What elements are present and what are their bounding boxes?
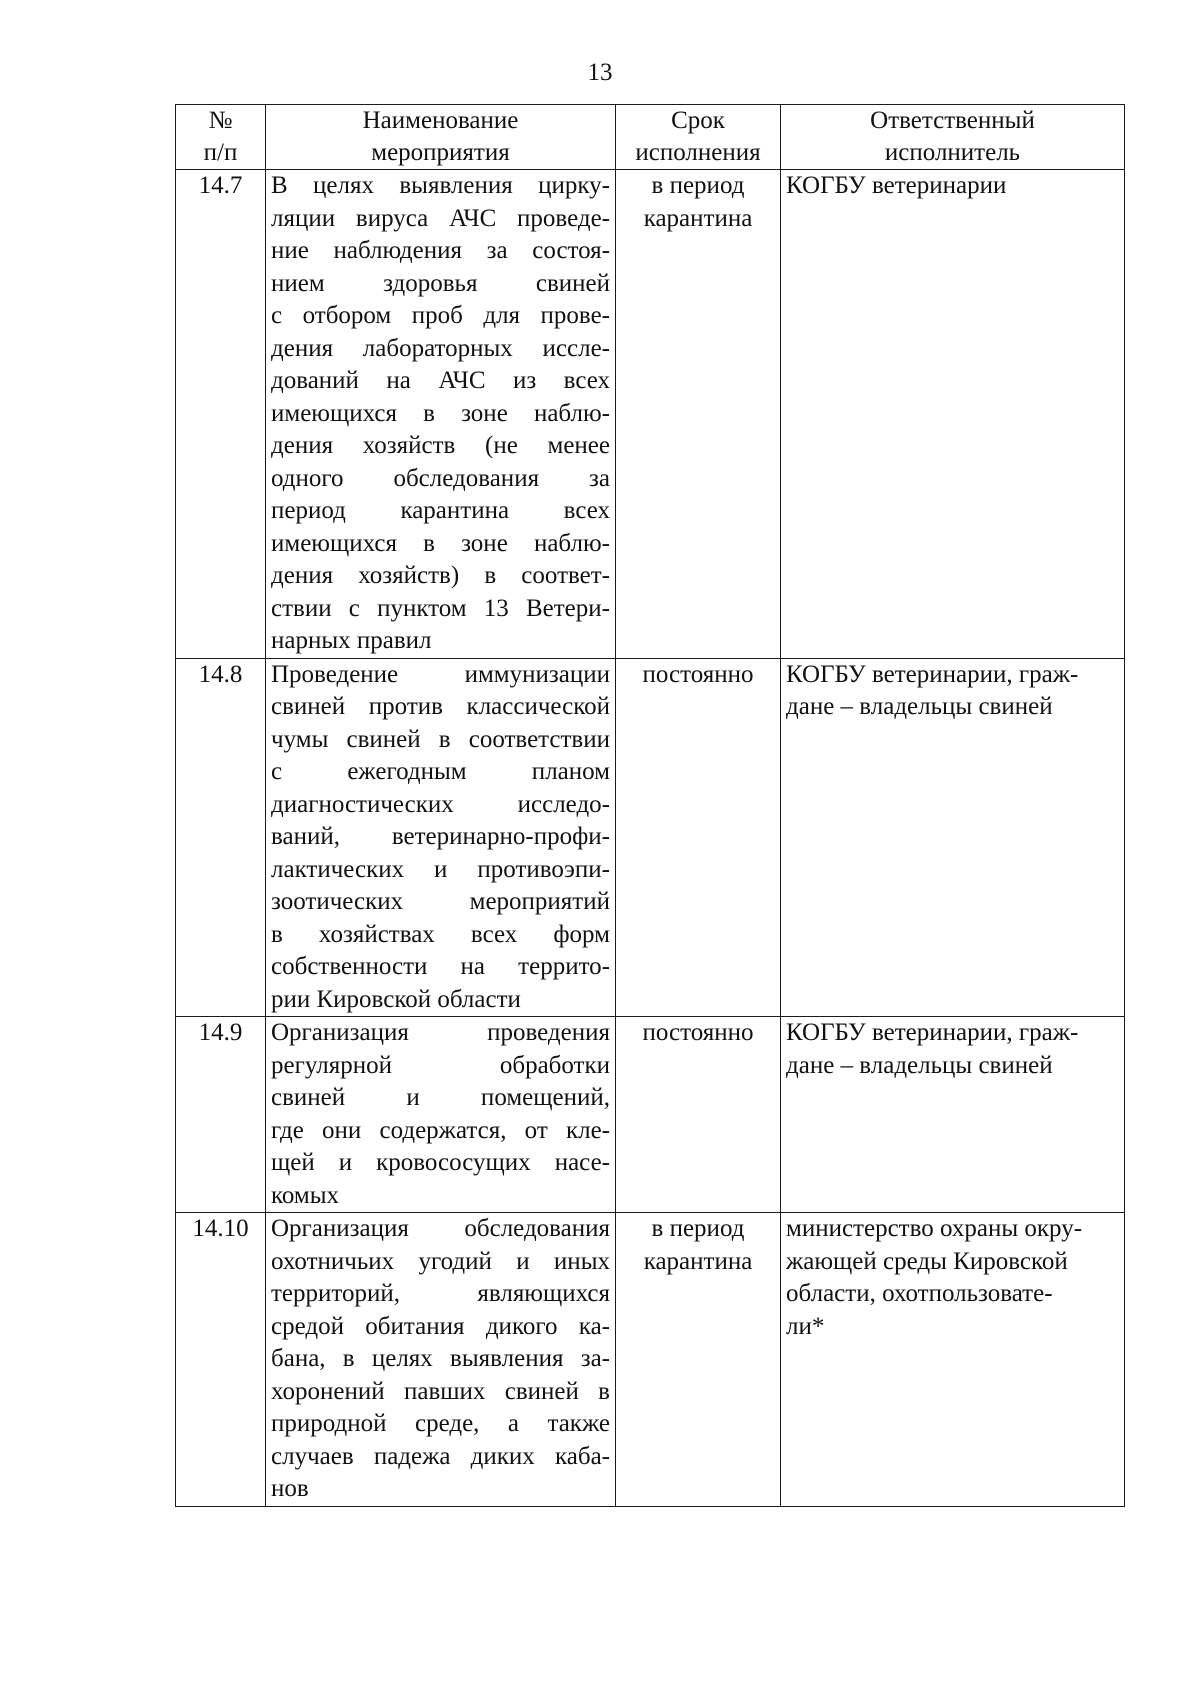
header-responsible: [781, 105, 1125, 170]
deadline-line: в период: [651, 1215, 745, 1242]
row-action: [266, 1017, 616, 1213]
table-row: [176, 1213, 1125, 1507]
action-line: дения хозяйств) в соответ-: [271, 562, 610, 589]
deadline-line: карантина: [643, 204, 753, 232]
action-line: бана, в целях выявления за-: [271, 1345, 610, 1372]
action-line: имеющихся в зоне наблю-: [271, 529, 610, 557]
responsible-line: жающей среды Кировской: [786, 1247, 1068, 1275]
action-line: территорий, являющихся: [271, 1280, 610, 1307]
responsible-line: дане – владельцы свиней: [786, 1051, 1053, 1079]
header-line: №: [208, 107, 233, 134]
action-line: имеющихся в зоне наблю-: [271, 399, 610, 427]
deadline-line: постоянно: [642, 660, 754, 688]
action-line: собственности на террито-: [271, 953, 610, 980]
action-line: зоотических мероприятий: [271, 888, 610, 915]
header-line: исполнения: [635, 139, 761, 166]
action-line: дований на АЧС из всех: [271, 367, 610, 394]
action-line: лактических и противоэпи-: [271, 855, 610, 883]
action-line: ние наблюдения за состоя-: [271, 237, 610, 264]
table-body: [176, 170, 1125, 1507]
action-line: в хозяйствах всех форм: [271, 920, 610, 948]
action-line: Организация проведения: [271, 1019, 610, 1046]
responsible-line: КОГБУ ветеринарии, граж-: [786, 1019, 1079, 1046]
row-number: 14.8: [176, 658, 266, 1017]
row-action: [266, 170, 616, 659]
action-line: диагностических исследо-: [271, 790, 610, 818]
action-line: нов: [271, 1475, 309, 1502]
action-line: свиней против классической: [271, 693, 610, 720]
action-line: случаев падежа диких каба-: [271, 1442, 610, 1470]
header-line: мероприятия: [371, 139, 510, 166]
action-line: ствии с пунктом 13 Ветери-: [271, 594, 610, 622]
action-line: регулярной обработки: [271, 1051, 610, 1079]
responsible-line: министерство охраны окру-: [786, 1215, 1083, 1242]
header-line: Срок: [671, 107, 725, 134]
row-number: 14.9: [176, 1017, 266, 1213]
table-header: [176, 105, 1125, 170]
table-row: [176, 658, 1125, 1017]
action-line: период карантина всех: [271, 497, 610, 524]
header-deadline: [616, 105, 781, 170]
row-action: [266, 1213, 616, 1507]
deadline-line: постоянно: [642, 1019, 754, 1046]
row-action: [266, 658, 616, 1017]
action-line: средой обитания дикого ка-: [271, 1312, 610, 1340]
row-deadline: [616, 658, 781, 1017]
table-row: [176, 1017, 1125, 1213]
responsible-line: ли*: [786, 1312, 825, 1340]
action-line: рии Кировской области: [271, 985, 521, 1013]
row-responsible: [781, 1213, 1125, 1507]
row-deadline: [616, 1213, 781, 1507]
header-line: Ответственный: [870, 107, 1035, 134]
header-line: исполнитель: [884, 139, 1021, 166]
row-responsible: [781, 1017, 1125, 1213]
action-line: нием здоровья свиней: [271, 269, 610, 297]
responsible-line: КОГБУ ветеринарии: [786, 172, 1007, 199]
row-number: 14.10: [176, 1213, 266, 1507]
action-line: щей и кровососущих насе-: [271, 1149, 610, 1176]
header-number: [176, 105, 266, 170]
action-line: дения лабораторных иссле-: [271, 334, 610, 362]
measures-table: [175, 104, 1125, 1507]
action-line: Проведение иммунизации: [271, 660, 610, 688]
action-line: нарных правил: [271, 627, 432, 654]
deadline-line: карантина: [643, 1247, 753, 1275]
row-responsible: [781, 170, 1125, 659]
action-line: чумы свиней в соответствии: [271, 725, 610, 753]
action-line: Организация обследования: [271, 1215, 610, 1242]
header-row: [176, 105, 1125, 170]
action-line: комых: [271, 1181, 340, 1209]
deadline-line: в период: [651, 172, 745, 199]
action-line: природной среде, а также: [271, 1410, 610, 1437]
row-deadline: [616, 1017, 781, 1213]
responsible-line: области, охотпользовате-: [786, 1280, 1053, 1307]
header-line: Наименование: [362, 107, 519, 134]
action-line: хоронений павших свиней в: [271, 1377, 610, 1405]
row-number: 14.7: [176, 170, 266, 659]
action-line: ваний, ветеринарно-профи-: [271, 823, 610, 850]
action-line: охотничьих угодий и иных: [271, 1247, 610, 1275]
action-line: дения хозяйств (не менее: [271, 432, 610, 459]
action-line: ляции вируса АЧС проведе-: [271, 204, 610, 232]
responsible-line: дане – владельцы свиней: [786, 693, 1053, 720]
action-line: с ежегодным планом: [271, 758, 610, 785]
row-responsible: [781, 658, 1125, 1017]
responsible-line: КОГБУ ветеринарии, граж-: [786, 660, 1079, 688]
action-line: с отбором проб для прове-: [271, 302, 610, 329]
action-line: свиней и помещений,: [271, 1084, 610, 1111]
action-line: одного обследования за: [271, 464, 610, 492]
header-action: [266, 105, 616, 170]
page-number: 13: [587, 59, 613, 86]
header-line: п/п: [203, 139, 238, 166]
action-line: где они содержатся, от кле-: [271, 1116, 610, 1144]
table-row: [176, 170, 1125, 659]
action-line: В целях выявления цирку-: [271, 172, 610, 199]
row-deadline: [616, 170, 781, 659]
